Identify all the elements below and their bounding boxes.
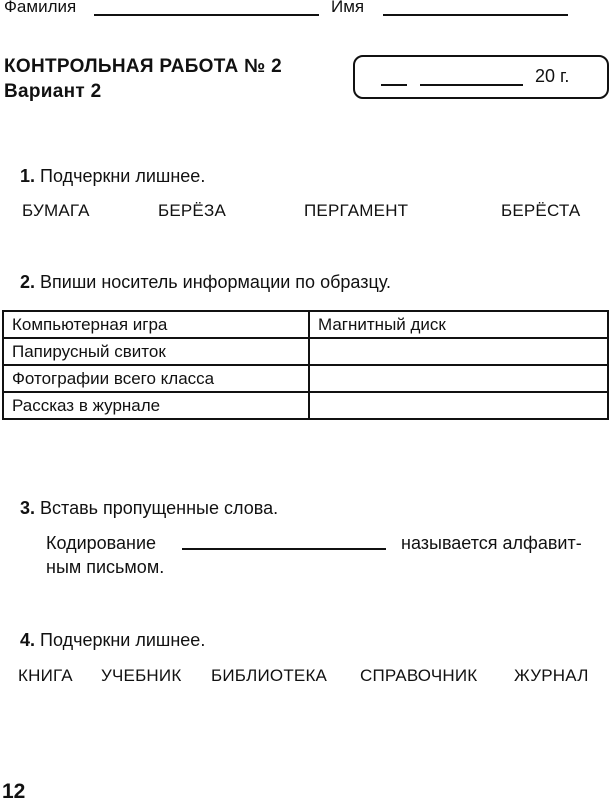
table-row <box>3 338 608 365</box>
task-1-word[interactable]: ПЕРГАМЕНТ <box>304 201 409 220</box>
table-row <box>3 392 608 419</box>
task-4-word[interactable]: УЧЕБНИК <box>101 666 182 685</box>
task-3-number: 3. <box>20 498 36 518</box>
test-title: КОНТРОЛЬНАЯ РАБОТА № 2 <box>4 56 282 77</box>
task-2-heading <box>20 272 391 293</box>
page-number: 12 <box>2 780 26 803</box>
table-cell: Фотографии всего класса <box>3 365 309 392</box>
name-field[interactable] <box>383 14 568 16</box>
task-3-sentence-start: Кодирование <box>46 533 157 553</box>
task-3-answer-field[interactable] <box>182 548 386 550</box>
task-2-number: 2. <box>20 272 36 292</box>
date-box <box>353 55 609 99</box>
task-3-sentence-mid: называется алфавит- <box>401 533 582 553</box>
task-4-word[interactable]: БИБЛИОТЕКА <box>211 666 328 685</box>
date-day-field[interactable] <box>381 84 407 86</box>
task-3-text: Вставь пропущенные слова. <box>40 498 279 518</box>
table-row <box>3 311 608 338</box>
date-month-field[interactable] <box>420 84 523 86</box>
table-cell: Рассказ в журнале <box>3 392 309 419</box>
task-4-word[interactable]: ЖУРНАЛ <box>514 666 589 685</box>
answer-cell[interactable] <box>309 338 608 365</box>
task-4-heading <box>20 630 205 651</box>
table-cell: Магнитный диск <box>309 311 608 338</box>
task-4-text: Подчеркни лишнее. <box>40 630 206 650</box>
surname-field[interactable] <box>94 14 319 16</box>
answer-cell[interactable] <box>309 392 608 419</box>
task-4-word[interactable]: СПРАВОЧНИК <box>360 666 478 685</box>
table-cell: Компьютерная игра <box>3 311 309 338</box>
answer-cell[interactable] <box>309 365 608 392</box>
task-1-word[interactable]: БЕРЁЗА <box>158 201 226 220</box>
task-4-word[interactable]: КНИГА <box>18 666 73 685</box>
task-2-table <box>2 310 609 420</box>
date-year-label: 20 г. <box>535 66 570 86</box>
task-1-heading <box>20 166 205 187</box>
table-row <box>3 365 608 392</box>
table-cell: Папирусный свиток <box>3 338 309 365</box>
task-1-word[interactable]: БУМАГА <box>22 201 90 220</box>
task-4-number: 4. <box>20 630 36 650</box>
task-2-text: Впиши носитель информации по образцу. <box>40 272 391 292</box>
variant-label: Вариант 2 <box>4 81 102 102</box>
task-3-heading <box>20 498 278 519</box>
surname-label: Фамилия <box>4 0 77 16</box>
task-3-sentence-end: ным письмом. <box>46 557 165 577</box>
task-1-word[interactable]: БЕРЁСТА <box>501 201 581 220</box>
task-1-text: Подчеркни лишнее. <box>40 166 206 186</box>
task-1-number: 1. <box>20 166 36 186</box>
name-label: Имя <box>331 0 365 16</box>
